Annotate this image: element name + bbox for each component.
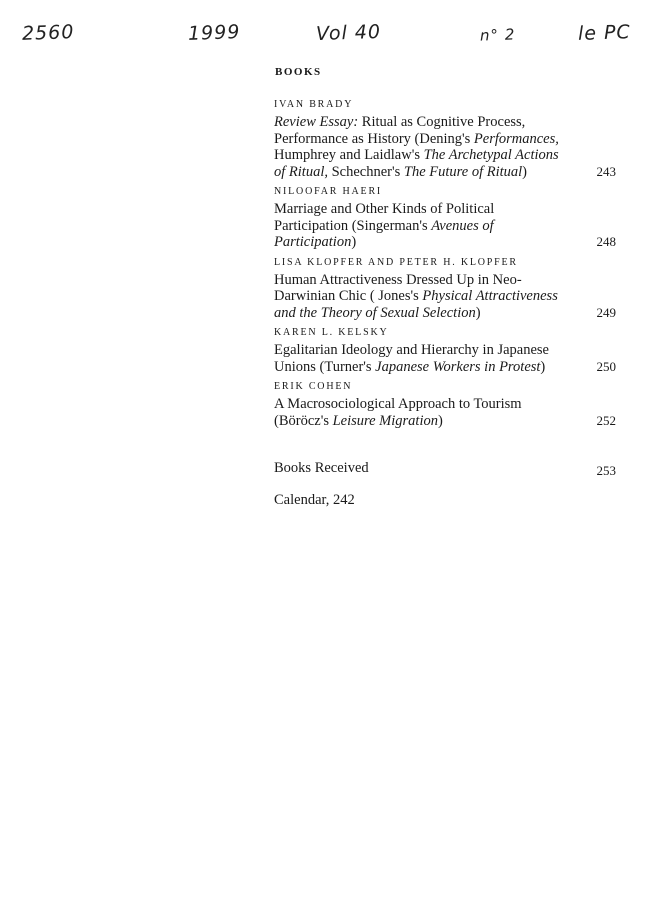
entry-title-part: Japanese Workers in Protest (375, 358, 541, 375)
toc-entry (274, 256, 616, 322)
calendar-entry: Calendar, 242 (274, 492, 355, 508)
entry-author: ERIK COHEN (274, 381, 353, 392)
entry-title-part: Humphrey and Laidlaw's (274, 147, 424, 163)
entry-page-number: 248 (596, 234, 616, 249)
entry-title (274, 272, 564, 322)
entry-title-part: Ritual as Cognitive Process, Performance as History (Dening's (274, 114, 526, 147)
entry-title-part: ) (522, 163, 528, 180)
entry-title-part: Human Attractiveness Dressed Up in Neo-Darwinian Chic ( Jones's (274, 271, 522, 304)
entry-title-part: Avenues of Participation (274, 217, 494, 250)
entry-title-part: Marriage and Other Kinds of Political Participation (Singerman's (274, 201, 495, 234)
entry-title-part: Review Essay: (274, 114, 359, 130)
table-of-contents (274, 98, 616, 434)
entry-title-part: The Archetypal Actions of Ritual, (274, 147, 559, 180)
toc-entry (274, 185, 616, 251)
entry-title-part: ) (540, 358, 546, 375)
handwritten-year: 1999 (187, 21, 241, 45)
entry-author: NILOOFAR HAERI (274, 186, 383, 197)
entry-title-part: ) (351, 234, 357, 250)
entry-title-part: A Macrosociological Approach to Tourism (Böröcz's (274, 396, 522, 429)
entry-author: IVAN BRADY (274, 99, 354, 110)
entry-title-part: Physical Attractiveness and the Theory of Sexual Selection (274, 288, 558, 321)
books-received-label: Books Received (274, 460, 369, 476)
entry-title-part: ) (438, 412, 443, 429)
toc-entry (274, 98, 616, 180)
books-received-entry (274, 459, 616, 477)
entry-title (274, 114, 564, 180)
entry-title (274, 396, 564, 429)
entry-title (274, 342, 564, 375)
entry-title-part: Schechner's (327, 163, 404, 180)
entry-title (274, 201, 564, 251)
entry-page-number: 250 (596, 358, 616, 374)
entry-author: LISA KLOPFER AND PETER H. KLOPFER (274, 256, 518, 268)
handwritten-volume: Vol 40 (315, 20, 382, 46)
entry-title-part: ) (475, 304, 481, 321)
entry-title-part: The Future of Ritual (403, 163, 523, 180)
entry-page-number: 243 (596, 163, 616, 179)
section-title: BOOKS (275, 66, 322, 78)
entry-page-number: 252 (596, 412, 616, 428)
entry-title-part: Egalitarian Ideology and Hierarchy in Japanese Unions (Turner's (274, 342, 549, 375)
handwritten-issue: n° 2 (479, 25, 516, 45)
entry-page-number: 249 (596, 304, 616, 320)
toc-entry (274, 380, 616, 429)
entry-author: KAREN L. KELSKY (274, 327, 389, 338)
handwritten-number: 2560 (21, 21, 75, 45)
toc-entry (274, 326, 616, 375)
entry-title-part: Leisure Migration (332, 412, 438, 429)
handwritten-note: le PC (577, 21, 632, 45)
entry-title-part: Performances, (473, 130, 559, 147)
books-received-page: 253 (596, 462, 616, 478)
